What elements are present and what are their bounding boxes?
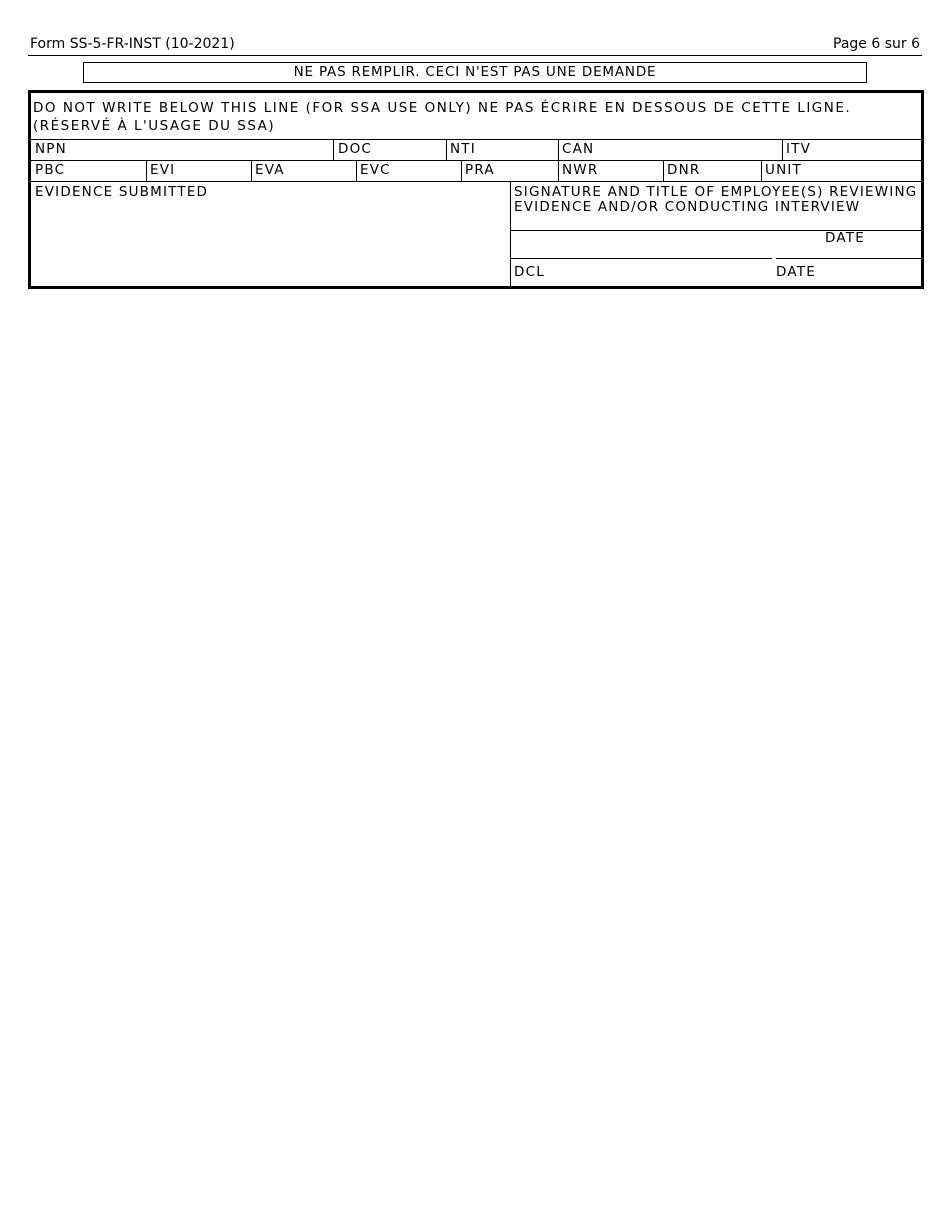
field-nti[interactable]: NTI [450, 141, 476, 157]
do-not-complete-notice: NE PAS REMPLIR. CECI N'EST PAS UNE DEMANDE [83, 62, 867, 83]
ssa-use-only-box [28, 90, 924, 289]
signature-date-line[interactable] [776, 258, 921, 259]
field-can[interactable]: CAN [562, 141, 595, 157]
field-evidence-submitted[interactable]: EVIDENCE SUBMITTED [35, 184, 209, 200]
field-evc[interactable]: EVC [360, 162, 391, 178]
signature-date-label: DATE [825, 230, 865, 246]
field-itv[interactable]: ITV [786, 141, 812, 157]
row1-top-rule [31, 139, 921, 140]
row1-divider [558, 139, 559, 160]
row2-divider [356, 160, 357, 181]
row2-divider [251, 160, 252, 181]
row2-divider [146, 160, 147, 181]
field-pbc[interactable]: PBC [35, 162, 66, 178]
signature-line[interactable] [510, 258, 772, 259]
row2-divider [558, 160, 559, 181]
form-id: Form SS-5-FR-INST (10-2021) [30, 36, 235, 52]
field-doc[interactable]: DOC [338, 141, 373, 157]
signature-label: SIGNATURE AND TITLE OF EMPLOYEE(S) REVIEWING EVIDENCE AND/OR CONDUCTING INTERVIEW [514, 184, 918, 215]
field-dnr[interactable]: DNR [667, 162, 701, 178]
page-number: Page 6 sur 6 [833, 36, 920, 52]
row3-top-rule [31, 181, 921, 182]
row1-divider [446, 139, 447, 160]
evidence-signature-divider [510, 181, 511, 286]
field-pra[interactable]: PRA [465, 162, 495, 178]
field-unit[interactable]: UNIT [765, 162, 803, 178]
row1-divider [782, 139, 783, 160]
field-eva[interactable]: EVA [255, 162, 285, 178]
field-evi[interactable]: EVI [150, 162, 176, 178]
row2-top-rule [31, 160, 921, 161]
row2-divider [461, 160, 462, 181]
ssa-heading: DO NOT WRITE BELOW THIS LINE (FOR SSA USE ONLY) NE PAS ÉCRIRE EN DESSOUS DE CETTE LIGNE. (RÉSERVÉ À L'USAGE DU SSA) [33, 100, 852, 134]
field-dcl[interactable]: DCL [514, 264, 545, 280]
row2-divider [663, 160, 664, 181]
field-npn[interactable]: NPN [35, 141, 67, 157]
field-dcl-date[interactable]: DATE [776, 264, 816, 280]
row1-divider [333, 139, 334, 160]
row2-divider [761, 160, 762, 181]
header-rule [28, 55, 922, 56]
field-nwr[interactable]: NWR [562, 162, 599, 178]
